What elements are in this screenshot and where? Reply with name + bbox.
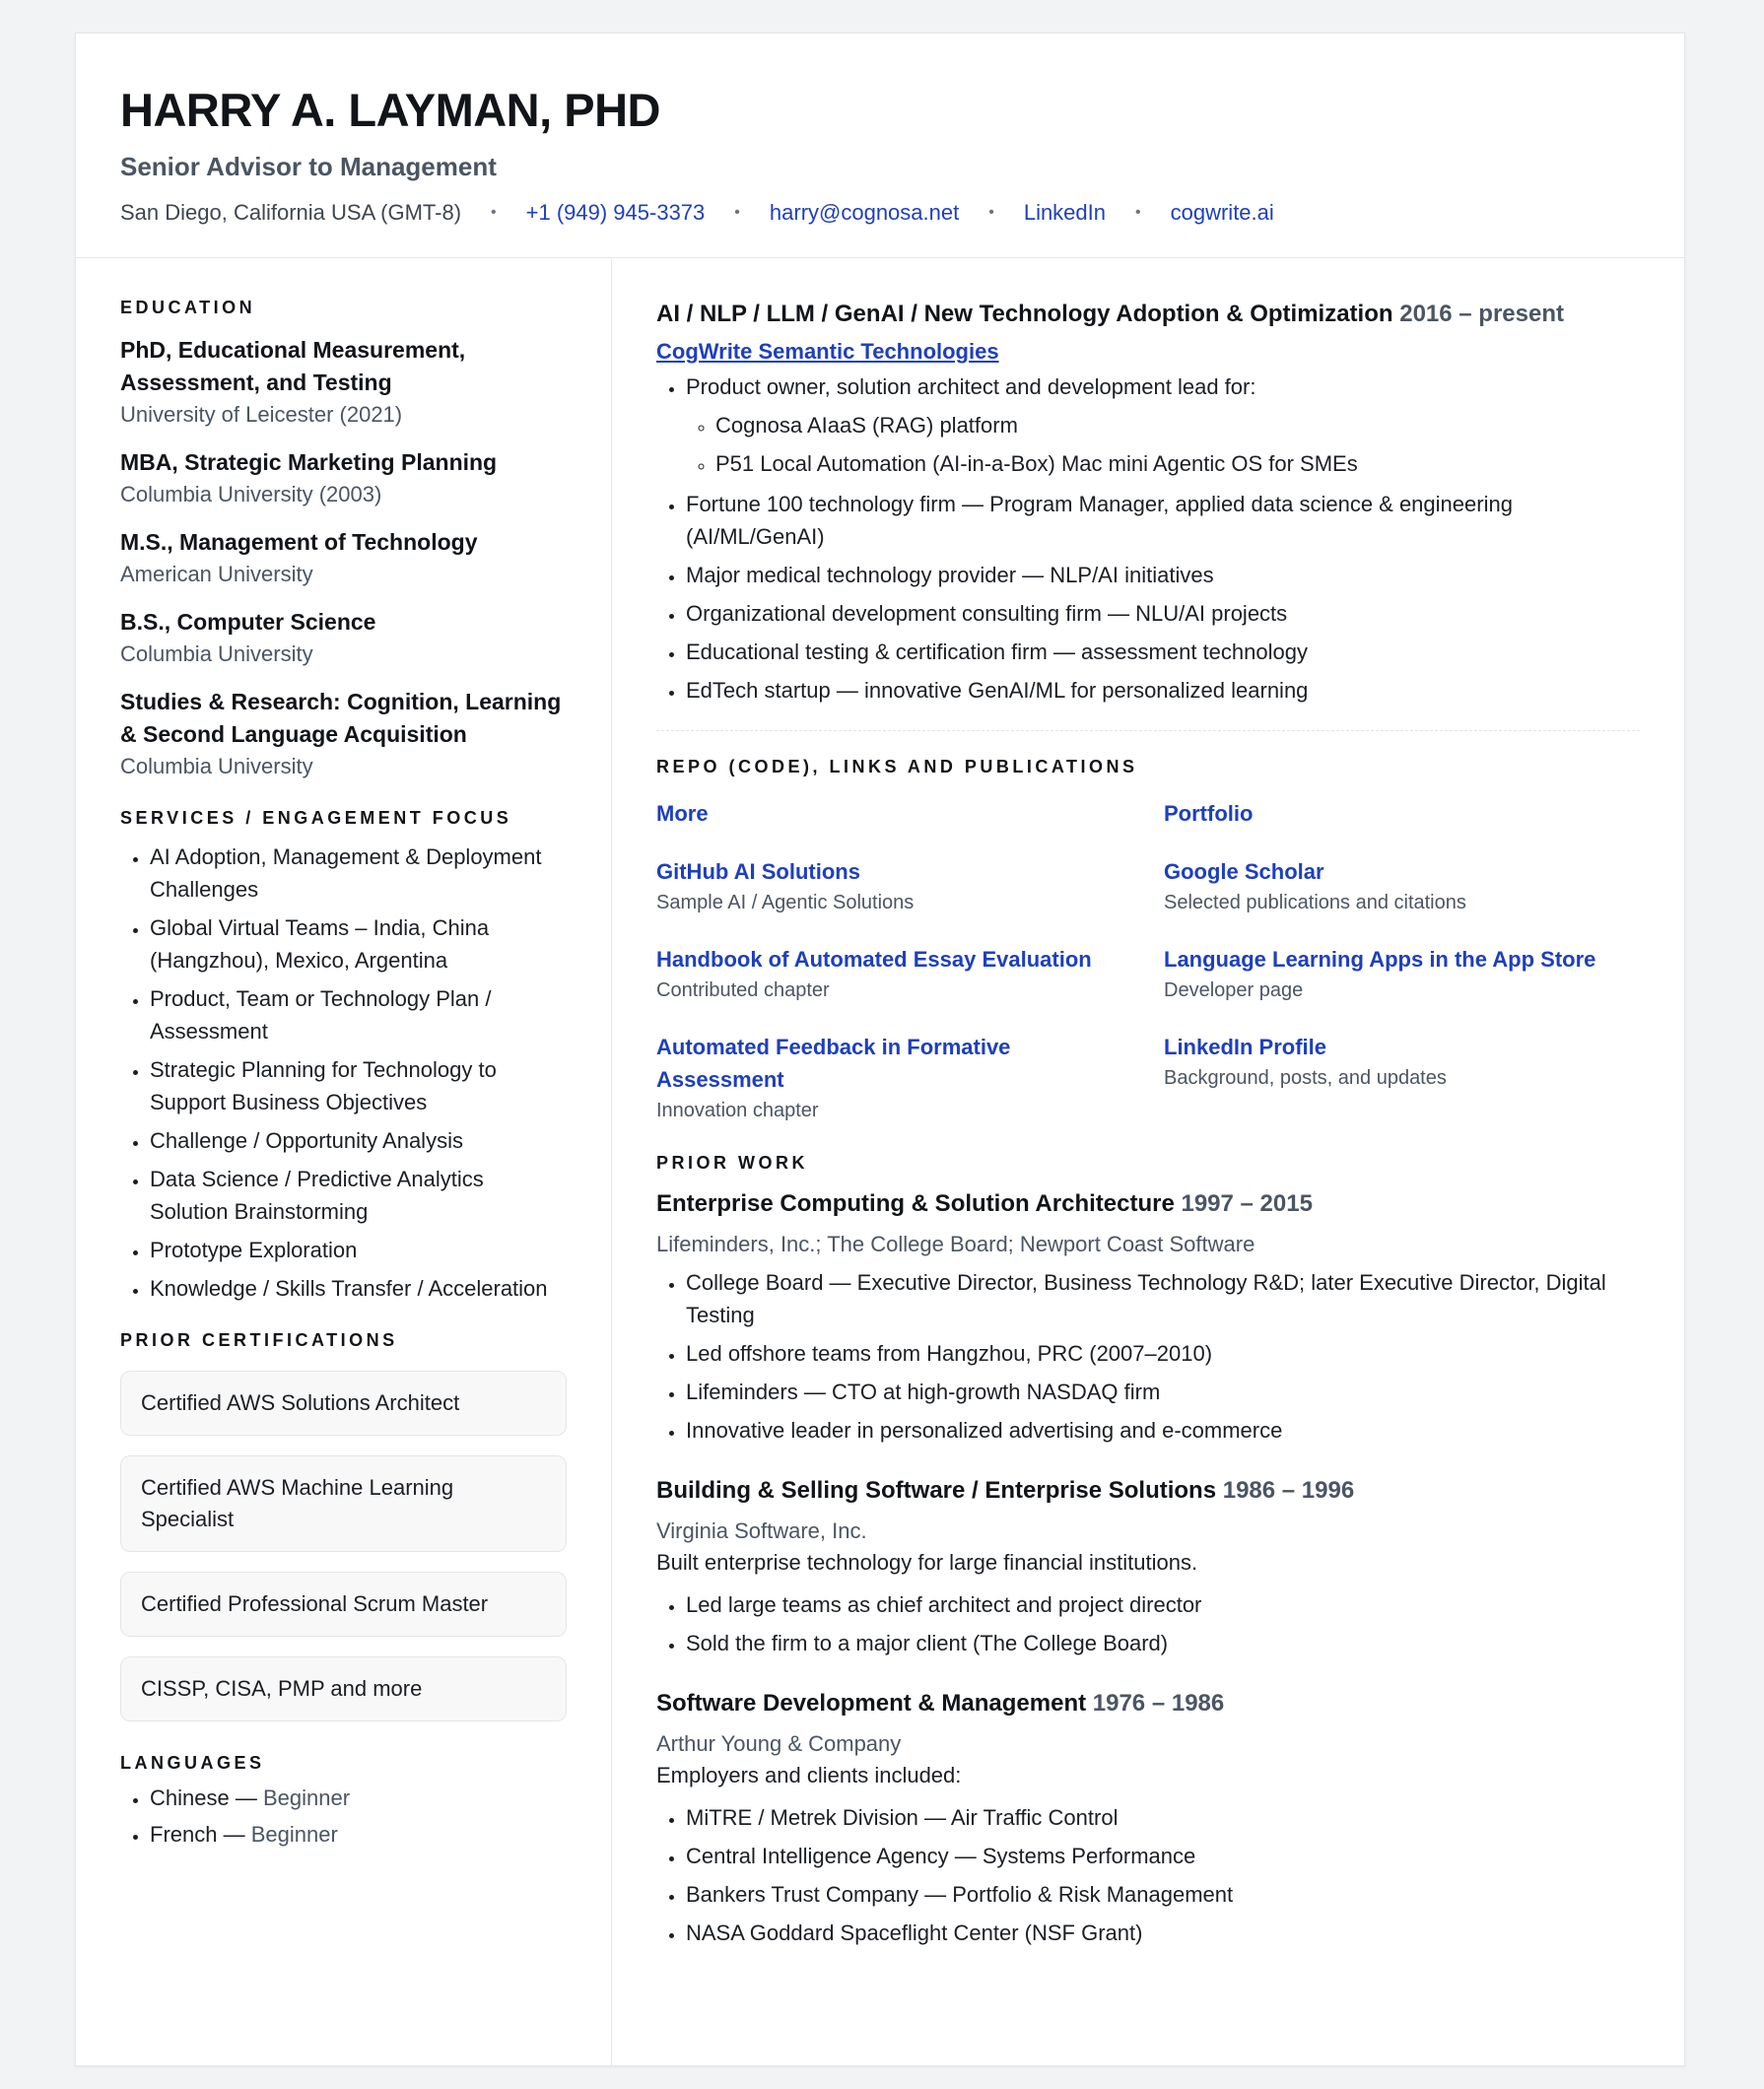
job-dates: 1976 – 1986 (1092, 1690, 1225, 1717)
job-entry (656, 1687, 1640, 1949)
section-heading: EDUCATION (120, 298, 256, 317)
job-note: Built enterprise technology for large financial institutions. (656, 1550, 1198, 1575)
certification-card: Certified AWS Solutions Architect (120, 1371, 567, 1436)
certification-card: Certified AWS Machine Learning Specialist (120, 1455, 567, 1552)
list-item: • Lifeminders — CTO at high-growth NASDAQ firm (686, 1376, 1640, 1408)
link-entry (1164, 1031, 1640, 1125)
separator-dot: • (734, 203, 740, 221)
list-item: • Major medical technology provider — NLP/AI initiatives (686, 559, 1640, 591)
education-item (120, 446, 567, 510)
school: Columbia University (120, 754, 313, 778)
language-level: Beginner (250, 1822, 338, 1847)
list-item: • Bankers Trust Company — Portfolio & Risk Management (686, 1878, 1640, 1911)
link-entry (1164, 855, 1640, 917)
person-title: Senior Advisor to Management (120, 151, 497, 181)
language-item (150, 1782, 567, 1814)
list-item (686, 371, 1640, 480)
linkedin-profile-link[interactable]: LinkedIn Profile (1164, 1035, 1327, 1059)
list-item: • Led offshore teams from Hangzhou, PRC (2007–2010) (686, 1337, 1640, 1370)
list-item: • Product, Team or Technology Plan / Assessment (150, 982, 567, 1047)
job-entry (656, 1474, 1640, 1659)
phone-link[interactable]: +1 (949) 945-3373 (525, 199, 706, 225)
degree: MBA, Strategic Marketing Planning (120, 449, 498, 475)
repo-section (656, 757, 1640, 1125)
education-item (120, 606, 567, 670)
job-entry (656, 1187, 1640, 1447)
role-bullets (656, 371, 1640, 707)
sub-list-item: ◦ Cognosa AIaaS (RAG) platform (715, 409, 1640, 441)
link-description: Selected publications and citations (1164, 892, 1466, 913)
separator-dot: • (988, 203, 994, 221)
github-link[interactable]: GitHub AI Solutions (656, 859, 860, 884)
language-name: French (150, 1822, 218, 1847)
list-item: • NASA Goddard Spaceflight Center (NSF Grant) (686, 1917, 1640, 1949)
link-entry (656, 943, 1164, 1005)
link-entry (1164, 797, 1640, 830)
degree: Studies & Research: Cognition, Learning & Second Language Acquisition (120, 689, 562, 747)
section-heading: PRIOR CERTIFICATIONS (120, 1330, 398, 1350)
list-item: • College Board — Executive Director, Business Technology R&D; later Executive Director, Digital Testing (686, 1266, 1640, 1331)
portfolio-link[interactable]: Portfolio (1164, 801, 1254, 826)
left-column (76, 258, 612, 2065)
company-link[interactable]: CogWrite Semantic Technologies (656, 339, 999, 364)
education-item (120, 526, 567, 590)
link-entry (656, 797, 1164, 830)
list-item: • Led large teams as chief architect and project director (686, 1588, 1640, 1621)
job-dates: 1997 – 2015 (1181, 1190, 1313, 1217)
list-item: • Challenge / Opportunity Analysis (150, 1124, 567, 1157)
list-item: • Fortune 100 technology firm — Program Manager, applied data science & engineering (AI/ML/GenAI) (686, 488, 1640, 553)
job-organization: Arthur Young & Company (656, 1731, 902, 1756)
education-item (120, 334, 567, 431)
links-grid (656, 797, 1640, 1125)
languages-list (120, 1782, 567, 1851)
list-item: • Knowledge / Skills Transfer / Acceleration (150, 1272, 567, 1305)
job-heading (656, 1687, 1640, 1720)
link-description: Background, posts, and updates (1164, 1067, 1447, 1089)
list-item: • MiTRE / Metrek Division — Air Traffic Control (686, 1801, 1640, 1834)
job-title: Enterprise Computing & Solution Architecture (656, 1190, 1175, 1217)
right-column (612, 258, 1684, 2065)
certification-list (120, 1371, 567, 1721)
job-heading (656, 1187, 1640, 1221)
list-item: • Data Science / Predictive Analytics Solution Brainstorming (150, 1163, 567, 1228)
email-link[interactable]: harry@cognosa.net (769, 199, 960, 225)
separator-dot: • (491, 203, 497, 221)
link-description: Sample AI / Agentic Solutions (656, 892, 915, 913)
list-item: • Organizational development consulting firm — NLU/AI projects (686, 597, 1640, 630)
contact-bar (120, 200, 1684, 226)
certification-card: Certified Professional Scrum Master (120, 1572, 567, 1637)
school: Columbia University (2003) (120, 482, 382, 506)
link-entry (656, 1031, 1164, 1125)
location-text: San Diego, California USA (GMT-8) (120, 199, 462, 225)
list-item: • Prototype Exploration (150, 1234, 567, 1266)
resume-page (75, 33, 1685, 2066)
school: University of Leicester (2021) (120, 402, 403, 427)
language-level: Beginner (262, 1786, 351, 1810)
language-separator: — (229, 1786, 263, 1810)
more-link[interactable]: More (656, 801, 709, 826)
certifications-section (120, 1330, 567, 1721)
job-heading (656, 1474, 1640, 1508)
language-item (150, 1818, 567, 1851)
link-description: Contributed chapter (656, 979, 830, 1001)
resume-header (76, 34, 1684, 258)
app-store-link[interactable]: Language Learning Apps in the App Store (1164, 947, 1596, 972)
list-item: • Global Virtual Teams – India, China (Hangzhou), Mexico, Argentina (150, 911, 567, 977)
education-item (120, 686, 567, 782)
prior-work-section (656, 1153, 1640, 1949)
list-item: • Sold the firm to a major client (The College Board) (686, 1627, 1640, 1659)
job-bullets (656, 1801, 1640, 1949)
role-dates: 2016 – present (1399, 301, 1564, 327)
linkedin-link[interactable]: LinkedIn (1023, 199, 1107, 225)
handbook-link[interactable]: Handbook of Automated Essay Evaluation (656, 947, 1092, 972)
languages-section (120, 1753, 567, 1851)
language-separator: — (217, 1822, 251, 1847)
section-heading: REPO (CODE), LINKS AND PUBLICATIONS (656, 757, 1138, 776)
services-list (120, 841, 567, 1305)
google-scholar-link[interactable]: Google Scholar (1164, 859, 1324, 884)
role-heading (656, 298, 1640, 331)
website-link[interactable]: cogwrite.ai (1170, 199, 1274, 225)
language-name: Chinese (150, 1786, 230, 1810)
job-organization: Lifeminders, Inc.; The College Board; Newport Coast Software (656, 1232, 1255, 1256)
list-item: • Educational testing & certification firm — assessment technology (686, 636, 1640, 668)
link-entry (1164, 943, 1640, 1005)
list-item: • AI Adoption, Management & Deployment Challenges (150, 841, 567, 906)
section-heading: SERVICES / ENGAGEMENT FOCUS (120, 808, 512, 828)
role-title: AI / NLP / LLM / GenAI / New Technology Adoption & Optimization (656, 301, 1393, 327)
certification-card: CISSP, CISA, PMP and more (120, 1656, 567, 1721)
sub-list-item: ◦ P51 Local Automation (AI-in-a-Box) Mac mini Agentic OS for SMEs (715, 447, 1640, 480)
job-note: Employers and clients included: (656, 1763, 962, 1787)
list-item: • Central Intelligence Agency — Systems Performance (686, 1840, 1640, 1872)
section-heading: LANGUAGES (120, 1753, 265, 1773)
resume-body (76, 258, 1684, 2065)
job-title: Software Development & Management (656, 1690, 1087, 1717)
services-section (120, 808, 567, 1305)
degree: M.S., Management of Technology (120, 529, 478, 555)
list-item: • Innovative leader in personalized advertising and e-commerce (686, 1414, 1640, 1447)
link-description: Innovation chapter (656, 1100, 819, 1121)
job-title: Building & Selling Software / Enterprise Solutions (656, 1477, 1217, 1504)
list-item: • EdTech startup — innovative GenAI/ML for personalized learning (686, 674, 1640, 707)
school: American University (120, 562, 313, 586)
list-item: • Strategic Planning for Technology to Support Business Objectives (150, 1053, 567, 1118)
degree: PhD, Educational Measurement, Assessment, and Testing (120, 337, 466, 395)
current-role (656, 298, 1640, 707)
job-dates: 1986 – 1996 (1222, 1477, 1355, 1504)
person-name: HARRY A. LAYMAN, PHD (120, 84, 660, 136)
job-bullets (656, 1588, 1640, 1659)
job-bullets (656, 1266, 1640, 1447)
section-heading: PRIOR WORK (656, 1153, 808, 1173)
job-organization: Virginia Software, Inc. (656, 1518, 867, 1543)
link-description: Developer page (1164, 979, 1304, 1001)
separator-dot: • (1135, 203, 1141, 221)
school: Columbia University (120, 641, 313, 666)
list-item-text: Product owner, solution architect and development lead for: (686, 374, 1256, 399)
sub-list (686, 409, 1640, 480)
section-divider (656, 730, 1640, 731)
education-section (120, 298, 567, 782)
link-entry (656, 855, 1164, 917)
automated-feedback-link[interactable]: Automated Feedback in Formative Assessment (656, 1035, 1011, 1092)
degree: B.S., Computer Science (120, 609, 376, 635)
